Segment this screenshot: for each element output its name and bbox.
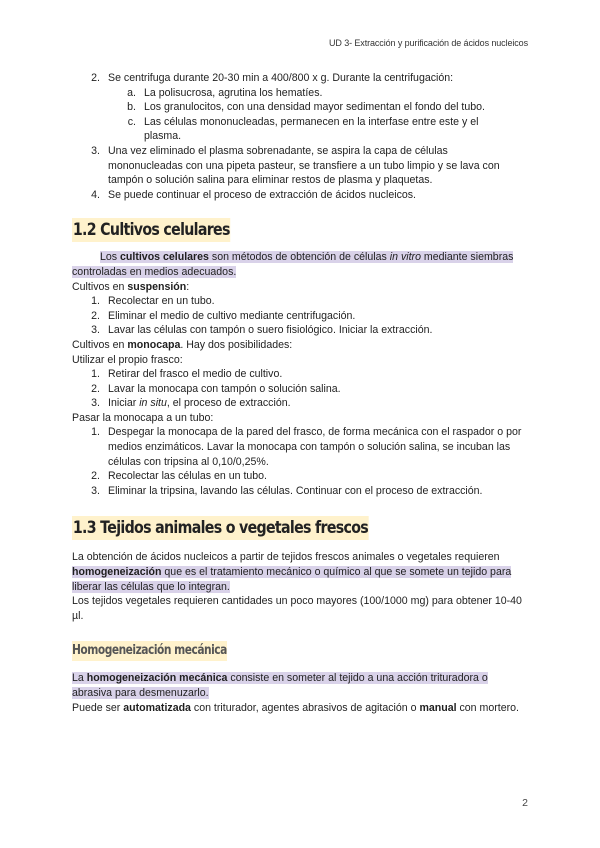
- sub-list-item: [72, 100, 530, 115]
- list-number: 3.: [91, 397, 100, 410]
- list-text: Eliminar la tripsina, lavando las células. Continuar con el proceso de extracción.: [108, 484, 483, 497]
- paragraph-to-tube: Pasar la monocapa a un tubo:: [72, 411, 214, 424]
- sub-list-text: Los granulocitos, con una densidad mayor sedimentan el fondo del tubo.: [144, 101, 485, 114]
- list-number: 2.: [91, 382, 100, 395]
- list-text: Se puede continuar el proceso de extracción de ácidos nucleicos.: [108, 188, 416, 201]
- list-number: 2.: [91, 72, 100, 84]
- highlighted-text: homogeneización que es el tratamiento mecánico o químico al que se somete un tejido para liberar las células que lo integran.: [72, 566, 512, 593]
- list-number: 4.: [91, 188, 100, 201]
- list-text: Una vez eliminado el plasma sobrenadante, se aspira la capa de células mononucleadas con una pipeta pasteur, se transfiere a un tubo limpio y se lava con tampón o solución salina para eliminar restos de plasma y plaquetas.: [108, 144, 500, 187]
- list-text: Recolectar las células en un tubo.: [108, 470, 267, 483]
- list-text: Lavar las células con tampón o suero fisiológico. Iniciar la extracción.: [108, 324, 433, 337]
- highlighted-text: Los cultivos celulares son métodos de obtención de células in vitro mediante siembras controladas en medios adecuados.: [72, 251, 514, 278]
- list-item: [72, 294, 530, 309]
- list-item: [72, 323, 530, 338]
- list-number: 1.: [91, 368, 100, 381]
- paragraph-suspension: Cultivos en suspensión:: [72, 280, 190, 293]
- page-number: 2: [522, 797, 528, 809]
- list-item: [72, 469, 530, 484]
- list-text: Despegar la monocapa de la pared del frasco, de forma mecánica con el raspador o por medios enzimáticos. Lavar la monocapa con tampón o solución salina, se incuban las células con tripsina al 0,10/0,25%.: [108, 426, 522, 468]
- list-number: 3.: [91, 484, 100, 497]
- paragraph-homogeneizacion: La obtención de ácidos nucleicos a partir de tejidos frescos animales o vegetales requieren homogeneización que es el tratamiento mecánico o químico al que se somete un tejido para liberar las células que lo integran.: [72, 551, 512, 593]
- sub-list-text: La polisucrosa, agrutina los hematíes.: [144, 86, 323, 99]
- list-text: Recolectar en un tubo.: [108, 295, 215, 308]
- paragraph-automatizada: Puede ser automatizada con triturador, agentes abrasivos de agitación o manual con mortero.: [72, 701, 519, 714]
- sub-list-item: [72, 115, 502, 144]
- list-number: 3.: [91, 144, 100, 157]
- list-text: Eliminar el medio de cultivo mediante centrifugación.: [108, 309, 356, 322]
- list-number: 1.: [91, 295, 100, 308]
- sub-list-text: Las células mononucleadas, permanecen en la interfase entre este y el plasma.: [144, 115, 479, 143]
- list-text: Se centrifuga durante 20-30 min a 400/800 x g. Durante la centrifugación:: [108, 72, 454, 84]
- list-item: [72, 382, 530, 397]
- list-text: Lavar la monocapa con tampón o solución salina.: [108, 382, 341, 395]
- sub-list-letter: c.: [127, 115, 136, 128]
- list-item: [72, 188, 530, 203]
- highlighted-text: La homogeneización mecánica consiste en someter al tejido a una acción trituradora o abrasiva para desmenuzarlo.: [72, 672, 488, 699]
- list-item: [72, 367, 530, 382]
- list-item: [72, 309, 530, 324]
- list-number: 3.: [91, 324, 100, 337]
- list-item: [72, 484, 530, 499]
- document-body: [72, 71, 530, 715]
- list-text: Iniciar in situ, el proceso de extracción.: [108, 397, 291, 410]
- paragraph-intro: [72, 250, 530, 279]
- sub-list-letter: a.: [127, 86, 136, 99]
- section-heading-wrap: [72, 516, 530, 542]
- paragraph-tejidos-vegetales: Los tejidos vegetales requieren cantidades un poco mayores (100/1000 mg) para obtener 10-40 µl.: [72, 595, 522, 622]
- paragraph-mecanica: [72, 671, 530, 700]
- list-item: [72, 425, 530, 469]
- list-item: [72, 144, 512, 188]
- section-heading-wrap: [72, 218, 530, 244]
- list-text: Retirar del frasco el medio de cultivo.: [108, 368, 283, 381]
- list-item: [72, 396, 530, 411]
- list-number: 1.: [91, 426, 100, 439]
- sub-list-item: [72, 86, 530, 101]
- list-number: 2.: [91, 470, 100, 483]
- subsection-title-homogeneizacion: Homogeneización mecánica: [72, 641, 227, 661]
- section-title-cultivos: 1.2 Cultivos celulares: [72, 218, 231, 242]
- list-number: 2.: [91, 309, 100, 322]
- subsection-heading-wrap: [72, 641, 530, 663]
- section-title-tejidos: 1.3 Tejidos animales o vegetales frescos: [72, 516, 369, 540]
- paragraph-own-flask: Utilizar el propio frasco:: [72, 353, 183, 366]
- list-item: [72, 71, 530, 86]
- paragraph-monocapa: Cultivos en monocapa. Hay dos posibilidades:: [72, 338, 293, 351]
- running-header: UD 3- Extracción y purificación de ácidos nucleicos: [329, 38, 528, 48]
- sub-list-letter: b.: [127, 101, 136, 114]
